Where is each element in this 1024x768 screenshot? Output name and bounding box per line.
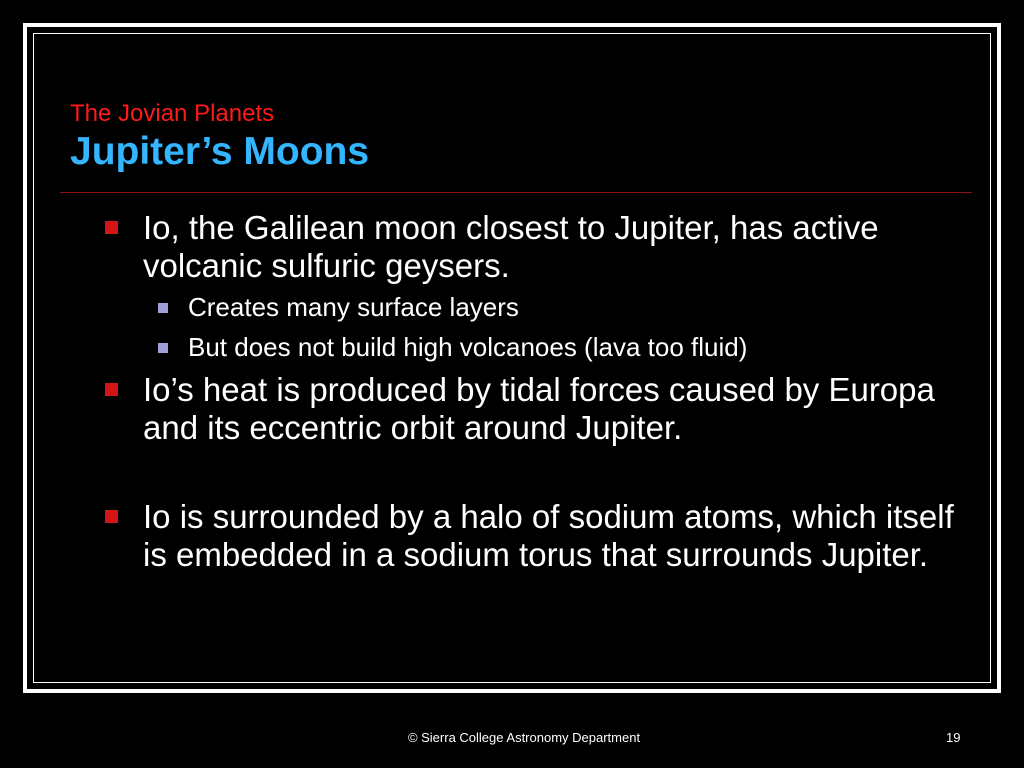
square-bullet-icon: [105, 383, 118, 396]
slide-subtitle: The Jovian Planets: [70, 100, 275, 127]
sub-bullet-item: [188, 332, 948, 362]
square-sub-bullet-icon: [158, 343, 168, 353]
slide-footer: © Sierra College Astronomy Department: [407, 730, 641, 745]
title-divider: [60, 192, 972, 193]
sub-bullet-item: [188, 292, 948, 322]
sub-bullet-text: But does not build high volcanoes (lava too fluid): [188, 332, 748, 362]
square-sub-bullet-icon: [158, 303, 168, 313]
bullet-item: [143, 371, 963, 447]
bullet-text: Io’s heat is produced by tidal forces caused by Europa and its eccentric orbit around Jupiter.: [143, 371, 935, 446]
slide-title: Jupiter’s Moons: [70, 130, 370, 173]
slide-page-number: 19: [946, 730, 961, 745]
bullet-item: [143, 209, 963, 285]
bullet-item: [143, 498, 963, 574]
bullet-text: Io, the Galilean moon closest to Jupiter, has active volcanic sulfuric geysers.: [143, 209, 879, 284]
square-bullet-icon: [105, 221, 118, 234]
square-bullet-icon: [105, 510, 118, 523]
sub-bullet-text: Creates many surface layers: [188, 292, 519, 322]
bullet-text: Io is surrounded by a halo of sodium atoms, which itself is embedded in a sodium torus that surrounds Jupiter.: [143, 498, 954, 573]
